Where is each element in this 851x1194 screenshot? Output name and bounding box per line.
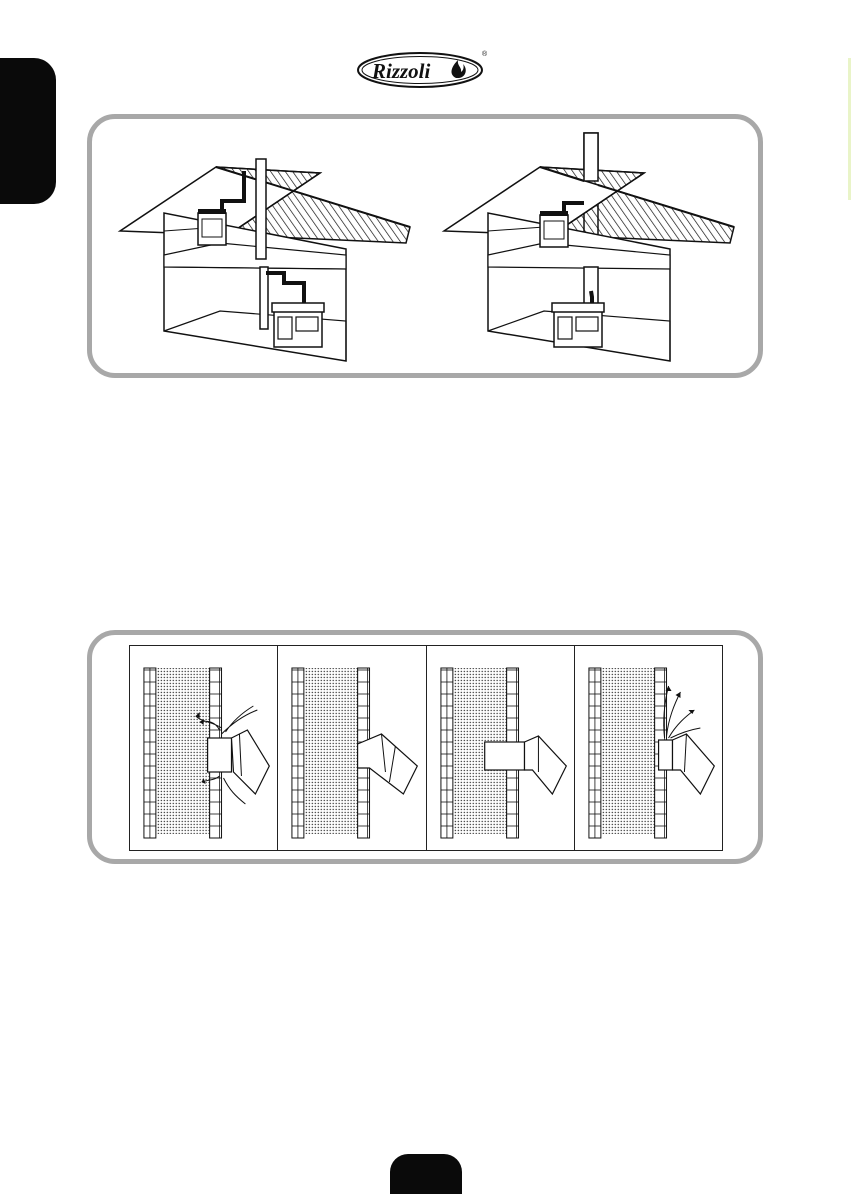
house-separate-flues-figure — [110, 131, 428, 371]
svg-text:Rizzoli: Rizzoli — [372, 59, 431, 83]
chimney-connection-panel — [87, 630, 763, 864]
svg-text:®: ® — [482, 51, 488, 58]
house-shared-chimney-figure — [434, 131, 752, 371]
flue-installation-panel — [87, 114, 763, 378]
language-tab — [0, 58, 56, 204]
page-number-tab — [390, 1154, 462, 1194]
narrowing-connection-figure — [427, 646, 574, 850]
flush-connection-figure — [278, 646, 425, 850]
connection-detail-1 — [130, 646, 278, 850]
connection-detail-3 — [427, 646, 575, 850]
protruding-connection-figure — [130, 646, 277, 850]
connection-detail-4 — [575, 646, 722, 850]
connection-details-grid — [129, 645, 723, 851]
connection-detail-2 — [278, 646, 426, 850]
rizzoli-logo — [356, 50, 488, 90]
recessed-connection-figure — [575, 646, 722, 850]
